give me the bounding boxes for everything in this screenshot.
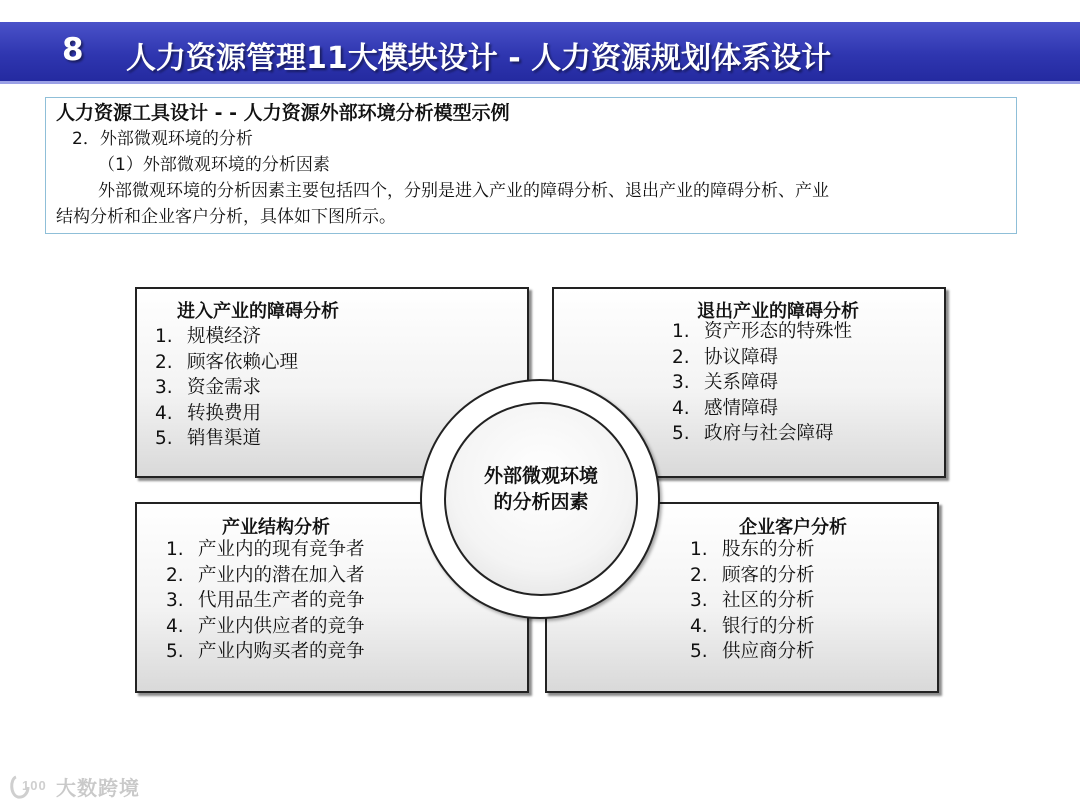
item-number: 1.: [672, 321, 690, 342]
list-item: [690, 639, 815, 665]
item-number: 3.: [166, 590, 184, 611]
item-text: 顾客依赖心理: [187, 351, 299, 373]
item-number: 2.: [166, 564, 184, 586]
customer-analysis-list: [690, 537, 815, 665]
list-item: [690, 588, 815, 614]
list-item: [690, 563, 815, 589]
item-number: 3.: [672, 372, 690, 393]
intro-paragraph-1: 外部微观环境的分析因素主要包括四个，分别是进入产业的障碍分析、退出产业的障碍分析、产业: [98, 181, 829, 201]
list-item: [155, 350, 298, 376]
item-text: 产业内购买者的竞争: [198, 641, 365, 662]
item-number: 3.: [155, 377, 173, 398]
item-number: 5.: [155, 428, 173, 449]
list-item: [155, 324, 298, 350]
list-item: [155, 426, 298, 452]
intro-box: [45, 97, 1017, 234]
watermark-text: 大数跨境: [56, 776, 140, 800]
item-text: 政府与社会障碍: [704, 423, 834, 444]
item-number: 1.: [155, 326, 173, 347]
list-item: [690, 614, 815, 640]
list-item: [672, 421, 852, 447]
watermark: [8, 772, 140, 801]
watermark-logo-icon: [8, 773, 52, 801]
list-item: [672, 370, 852, 396]
item-number: 1.: [690, 539, 708, 560]
center-label-line-1: 外部微观环境: [483, 465, 598, 487]
center-label: [444, 463, 638, 515]
slide-title: 人力资源管理11大模块设计 - 人力资源规划体系设计: [126, 41, 832, 76]
box-title: 产业结构分析: [222, 517, 330, 538]
list-item: [166, 588, 365, 614]
box-title: 进入产业的障碍分析: [177, 301, 339, 322]
item-number: 4.: [690, 615, 708, 637]
list-item: [672, 396, 852, 422]
item-number: 4.: [166, 615, 184, 637]
item-text: 股东的分析: [722, 539, 815, 560]
item-number: 5.: [672, 423, 690, 444]
list-item: [166, 563, 365, 589]
item-text: 转换费用: [187, 402, 262, 424]
list-item: [155, 401, 298, 427]
title-bar: [0, 22, 1080, 84]
item-number: 2.: [672, 346, 690, 368]
item-text: 关系障碍: [704, 372, 779, 393]
entry-barrier-list: [155, 324, 298, 452]
list-item: [690, 537, 815, 563]
industry-structure-list: [166, 537, 365, 665]
item-text: 社区的分析: [722, 590, 815, 611]
list-item: [672, 345, 852, 371]
intro-heading: 人力资源工具设计 - - 人力资源外部环境分析模型示例: [56, 102, 510, 124]
item-text: 销售渠道: [187, 428, 262, 449]
box-title: 企业客户分析: [739, 517, 847, 538]
item-text: 规模经济: [187, 326, 262, 347]
item-number: 4.: [672, 397, 690, 419]
intro-line-1: 2．外部微观环境的分析: [72, 129, 253, 149]
item-text: 代用品生产者的竞争: [198, 590, 365, 611]
item-number: 2.: [155, 351, 173, 373]
item-text: 产业内供应者的竞争: [198, 615, 365, 637]
item-number: 1.: [166, 539, 184, 560]
box-title: 退出产业的障碍分析: [697, 301, 859, 322]
center-label-line-2: 的分析因素: [493, 491, 589, 513]
item-number: 4.: [155, 402, 173, 424]
list-item: [672, 319, 852, 345]
item-text: 供应商分析: [722, 641, 815, 662]
item-text: 协议障碍: [704, 346, 779, 368]
list-item: [166, 614, 365, 640]
item-text: 感情障碍: [704, 397, 779, 419]
item-number: 3.: [690, 590, 708, 611]
item-text: 顾客的分析: [722, 564, 815, 586]
item-text: 银行的分析: [722, 615, 815, 637]
item-number: 5.: [690, 641, 708, 662]
intro-paragraph-2: 结构分析和企业客户分析，具体如下图所示。: [56, 207, 396, 227]
slide-number: 8: [62, 32, 84, 68]
item-text: 资金需求: [187, 377, 262, 398]
list-item: [166, 537, 365, 563]
item-number: 2.: [690, 564, 708, 586]
item-text: 资产形态的特殊性: [704, 321, 853, 342]
item-number: 5.: [166, 641, 184, 662]
item-text: 产业内的现有竞争者: [198, 539, 365, 560]
item-text: 产业内的潜在加入者: [198, 564, 365, 586]
svg-text:100: 100: [22, 777, 47, 793]
list-item: [166, 639, 365, 665]
list-item: [155, 375, 298, 401]
intro-line-2: （1）外部微观环境的分析因素: [98, 155, 330, 175]
exit-barrier-list: [672, 319, 852, 447]
